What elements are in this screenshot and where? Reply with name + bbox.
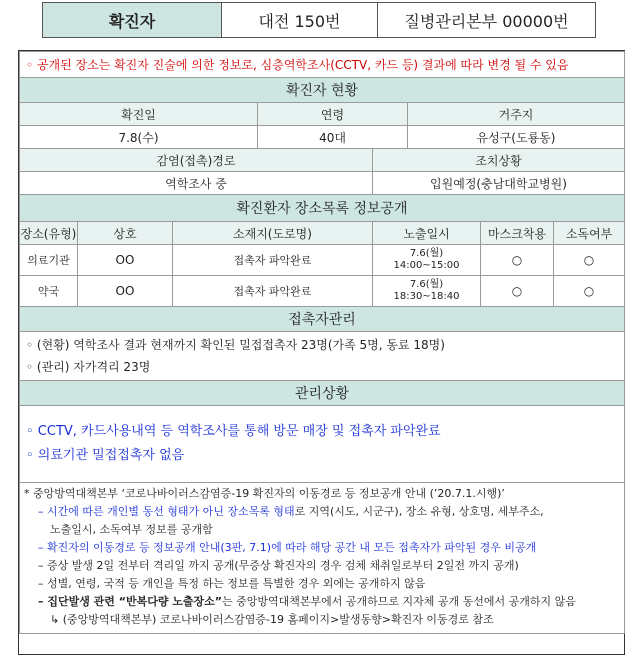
col-exposure-time: 노출일시 bbox=[373, 222, 481, 245]
exposure-hours: 18:30~18:40 bbox=[393, 291, 460, 302]
situation-line-2: ◦ 의료기관 밀접접촉자 없음 bbox=[26, 448, 185, 463]
contacts-title: 접촉자관리 bbox=[20, 307, 625, 332]
disclosure-table bbox=[18, 50, 625, 655]
footer-line bbox=[24, 593, 620, 611]
footer-line: – 확진자의 이동경로 등 정보공개 안내(3판, 7.1)에 따라 해당 공간 내 모든 접촉자가 파악된 경우 비공개 bbox=[38, 541, 537, 554]
place-name: OO bbox=[78, 245, 173, 276]
patient-id-header bbox=[42, 2, 596, 38]
table-row bbox=[20, 245, 625, 276]
situation-line-1: ◦ CCTV, 카드사용내역 등 역학조사를 통해 방문 매장 및 접촉자 파악완료 bbox=[26, 424, 441, 439]
contacts-body bbox=[20, 332, 625, 381]
footer-line: 노출일시, 소독여부 정보를 공개함 bbox=[50, 523, 213, 536]
footer-line: * 중앙방역대책본부 ‘코로나바이러스감염증-19 확진자의 이동경로 등 정보공개 안내 (’20.7.1.시행)’ bbox=[24, 487, 505, 500]
footer-bold: – 집단발생 관련 “반복다량 노출장소” bbox=[38, 595, 223, 608]
footer-line: – 성별, 연령, 국적 등 개인을 특정 하는 정보를 특별한 경우 외에는 공개하지 않음 bbox=[38, 577, 426, 590]
header-action: 조치상황 bbox=[373, 149, 625, 172]
places-title: 확진환자 장소목록 정보공개 bbox=[20, 195, 625, 222]
footer-line bbox=[24, 503, 620, 521]
age: 40대 bbox=[258, 126, 408, 149]
confirm-date: 7.8(수) bbox=[20, 126, 258, 149]
infection-route: 역학조사 중 bbox=[20, 172, 373, 195]
col-place-type: 장소(유형) bbox=[20, 222, 78, 245]
header-age: 연령 bbox=[258, 103, 408, 126]
footer-highlight: – 시간에 따른 개인별 동선 형태가 아닌 장소목록 형태 bbox=[38, 505, 295, 518]
footer-line: ↳ (중앙방역대책본부) 코로나바이러스감염증-19 홈페이지>발생동향>확진자 이동경로 참조 bbox=[50, 613, 494, 626]
exposure-time bbox=[373, 245, 481, 276]
col-address: 소재지(도로명) bbox=[173, 222, 373, 245]
col-name: 상호 bbox=[78, 222, 173, 245]
situation-body bbox=[20, 406, 625, 483]
footer-line: – 증상 발생 2일 전부터 격리일 까지 공개(무증상 확진자의 경우 검체 채취일로부터 2일전 까지 공개) bbox=[38, 559, 519, 572]
disinfect-status: ○ bbox=[554, 245, 625, 276]
place-address: 접촉자 파악완료 bbox=[173, 276, 373, 307]
notice-text: ◦ 공개된 장소는 확진자 진술에 의한 정보로, 심층역학조사(CCTV, 카드 등) 결과에 따라 변경 될 수 있음 bbox=[20, 52, 625, 78]
footer-notes bbox=[20, 483, 625, 634]
exposure-date: 7.6(월) bbox=[409, 248, 444, 259]
header-residence: 거주지 bbox=[408, 103, 625, 126]
disinfect-status: ○ bbox=[554, 276, 625, 307]
place-address: 접촉자 파악완료 bbox=[173, 245, 373, 276]
exposure-date: 7.6(월) bbox=[409, 279, 444, 290]
situation-title: 관리상황 bbox=[20, 381, 625, 406]
mask-status: ○ bbox=[481, 245, 554, 276]
mask-status: ○ bbox=[481, 276, 554, 307]
patient-label: 확진자 bbox=[43, 3, 222, 37]
contacts-current: ◦ (현황) 역학조사 결과 현재까지 확인된 밀접접촉자 23명(가족 5명, 동료 18명) bbox=[26, 338, 445, 352]
status-title: 확진자 현황 bbox=[20, 78, 625, 103]
header-confirm-date: 확진일 bbox=[20, 103, 258, 126]
action-status: 입원예정(충남대학교병원) bbox=[373, 172, 625, 195]
place-name: OO bbox=[78, 276, 173, 307]
footer-text: 로 지역(시도, 시군구), 장소 유형, 상호명, 세부주소, bbox=[294, 505, 544, 518]
col-mask: 마스크착용 bbox=[481, 222, 554, 245]
place-type: 약국 bbox=[20, 276, 78, 307]
footer-text: 는 중앙방역대책본부에서 공개하므로 지자체 공개 동선에서 공개하지 않음 bbox=[222, 595, 576, 608]
exposure-time bbox=[373, 276, 481, 307]
place-type: 의료기관 bbox=[20, 245, 78, 276]
exposure-hours: 14:00~15:00 bbox=[393, 260, 460, 271]
local-case-number: 대전 150번 bbox=[222, 3, 378, 37]
kdca-case-number: 질병관리본부 00000번 bbox=[404, 11, 569, 31]
table-row bbox=[20, 276, 625, 307]
contacts-managed: ◦ (관리) 자가격리 23명 bbox=[26, 360, 151, 374]
header-infection-route: 감염(접촉)경로 bbox=[20, 149, 373, 172]
col-disinfect: 소독여부 bbox=[554, 222, 625, 245]
residence: 유성구(도룡동) bbox=[408, 126, 625, 149]
